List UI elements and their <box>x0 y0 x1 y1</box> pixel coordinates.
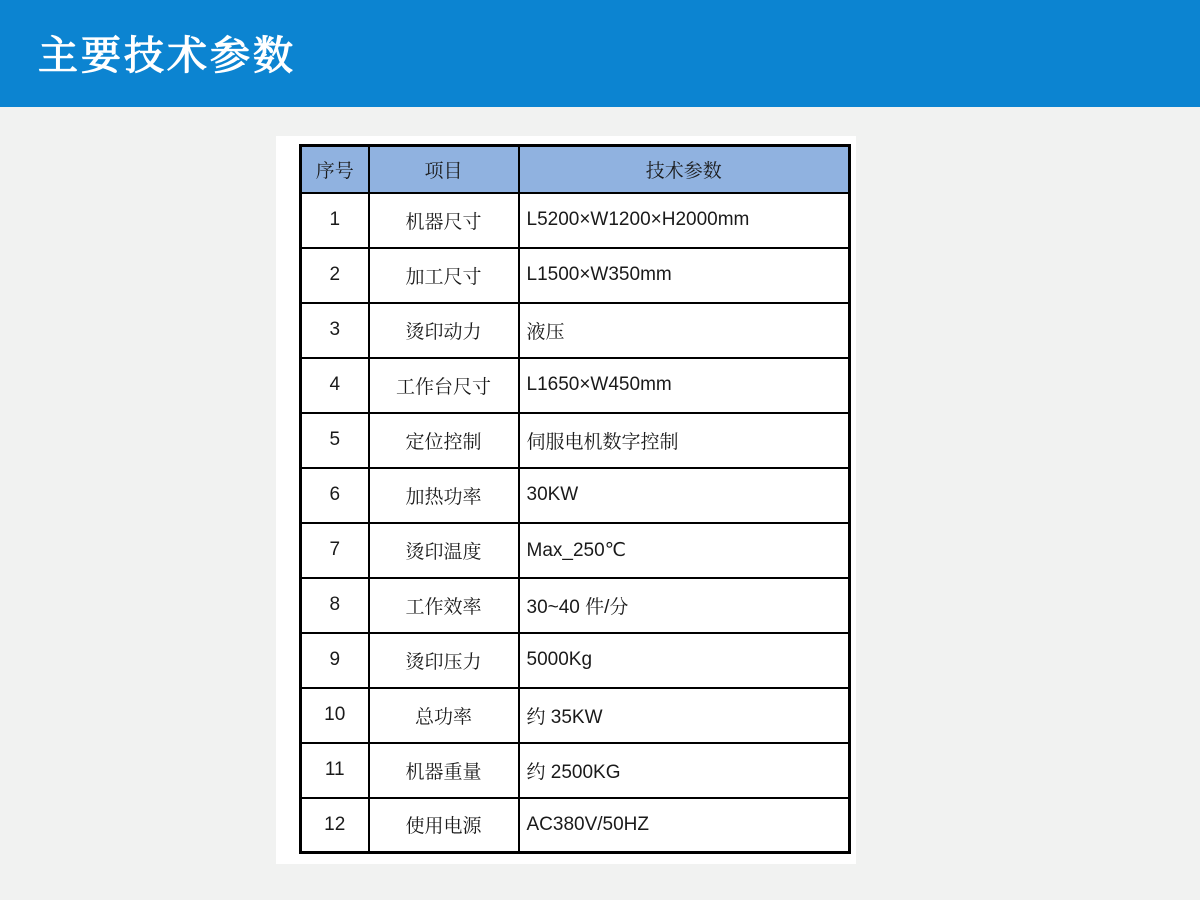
row-no-cell: 7 <box>301 523 369 578</box>
row-no-cell: 4 <box>301 358 369 413</box>
row-no-cell: 6 <box>301 468 369 523</box>
row-no-cell: 8 <box>301 578 369 633</box>
row-value-cell: 30KW <box>519 468 850 523</box>
table-row <box>301 743 850 798</box>
table-row <box>301 523 850 578</box>
row-no-cell: 3 <box>301 303 369 358</box>
tech-params-table <box>299 144 851 854</box>
col-header-params: 技术参数 <box>519 146 850 193</box>
row-value-cell: 5000Kg <box>519 633 850 688</box>
row-value-cell: 液压 <box>519 303 850 358</box>
table-row <box>301 633 850 688</box>
row-item-cell: 机器尺寸 <box>369 193 519 248</box>
col-header-item: 项目 <box>369 146 519 193</box>
page-title: 主要技术参数 <box>38 34 296 78</box>
table-row <box>301 468 850 523</box>
table-row <box>301 358 850 413</box>
row-value-cell: 约 35KW <box>519 688 850 743</box>
row-no-cell: 2 <box>301 248 369 303</box>
row-item-cell: 机器重量 <box>369 743 519 798</box>
row-no-cell: 11 <box>301 743 369 798</box>
table-row <box>301 578 850 633</box>
row-value-cell: L1500×W350mm <box>519 248 850 303</box>
table-row <box>301 413 850 468</box>
row-value-cell: Max_250℃ <box>519 523 850 578</box>
table-header-row <box>301 146 850 193</box>
row-item-cell: 加热功率 <box>369 468 519 523</box>
row-value-cell: L1650×W450mm <box>519 358 850 413</box>
row-item-cell: 工作台尺寸 <box>369 358 519 413</box>
row-no-cell: 10 <box>301 688 369 743</box>
table-row <box>301 798 850 853</box>
row-value-cell: AC380V/50HZ <box>519 798 850 853</box>
row-value-cell: 30~40 件/分 <box>519 578 850 633</box>
row-value-cell: 约 2500KG <box>519 743 850 798</box>
row-item-cell: 总功率 <box>369 688 519 743</box>
row-item-cell: 烫印温度 <box>369 523 519 578</box>
row-value-cell: L5200×W1200×H2000mm <box>519 193 850 248</box>
row-item-cell: 烫印动力 <box>369 303 519 358</box>
row-item-cell: 定位控制 <box>369 413 519 468</box>
row-no-cell: 12 <box>301 798 369 853</box>
row-no-cell: 9 <box>301 633 369 688</box>
row-no-cell: 1 <box>301 193 369 248</box>
row-item-cell: 加工尺寸 <box>369 248 519 303</box>
table-row <box>301 248 850 303</box>
table-row <box>301 193 850 248</box>
table-row <box>301 688 850 743</box>
row-item-cell: 工作效率 <box>369 578 519 633</box>
col-header-no: 序号 <box>301 146 369 193</box>
row-item-cell: 使用电源 <box>369 798 519 853</box>
row-value-cell: 伺服电机数字控制 <box>519 413 850 468</box>
row-no-cell: 5 <box>301 413 369 468</box>
table-row <box>301 303 850 358</box>
title-band <box>0 0 1200 107</box>
row-item-cell: 烫印压力 <box>369 633 519 688</box>
